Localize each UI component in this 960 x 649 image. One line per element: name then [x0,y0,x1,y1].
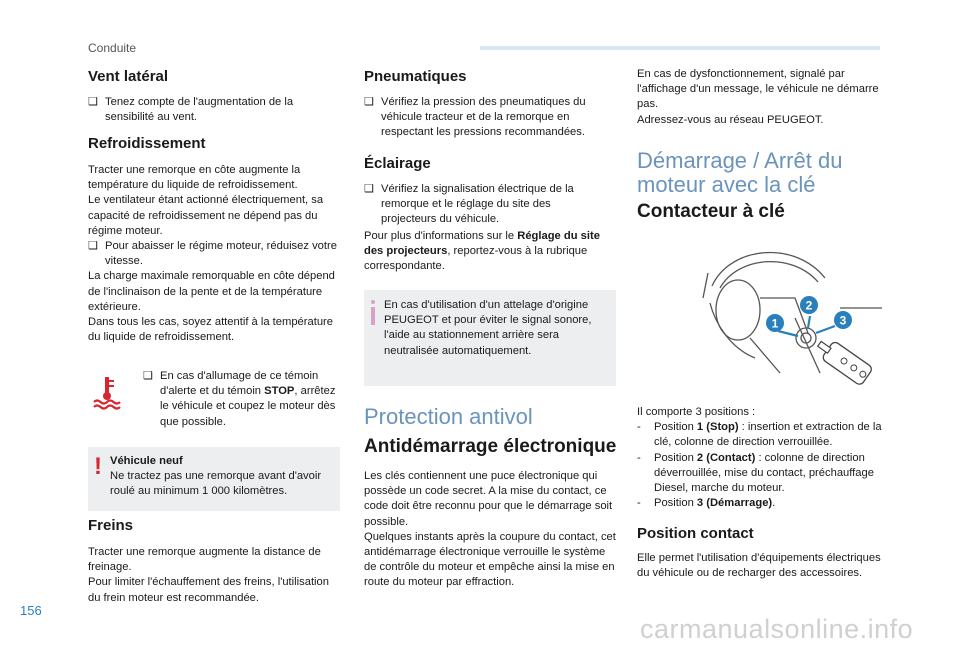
title-protection-antivol: Protection antivol [364,404,533,429]
checkbox-bullet-icon: ❑ [88,240,99,253]
exclamation-icon: ! [94,453,102,480]
callout-2: 2 [805,298,813,313]
paragraph-antidemarrage: Les clés contiennent une puce électronique qui possède un code secret. A la mise du contact, ce code doit être reconnu pour que le démarrage soit possible. Quelques instants après la coupure du contact, cet antidémarrage électronique verrouille le système de contrôle du moteur et empêche ainsi la mise en route du moteur par effraction. [364,470,616,589]
title-demarrage: Démarrage / Arrêt du moteur avec la clé [637,148,843,197]
title-refroidissement: Refroidissement [88,135,206,152]
header-label: Conduite [88,41,137,55]
info-text: En cas d'utilisation d'un attelage d'origine PEUGEOT et pour éviter le signal sonore, l'aide au stationnement arrière sera neutralisée automatiquement. [384,299,592,357]
title-freins: Freins [88,517,134,534]
ignition-illustration [700,238,885,393]
checkbox-bullet-icon: ❑ [364,96,375,108]
paragraph-eclairage: Pour plus d'informations sur le Réglage du site des projecteurs, reportez-vous à la rubrique correspondante. [364,230,600,273]
coolant-temperature-icon [92,375,122,411]
checkbox-bullet-icon: ❑ [143,370,154,382]
bullet-pneumatiques: ❑ Vérifiez la pression des pneumatiques du véhicule tracteur et de la remorque en respectant les pressions recommandées. [364,96,586,139]
title-antidemarrage: Antidémarrage électronique [364,436,617,457]
info-icon [371,307,375,325]
title-contacteur: Contacteur à clé [637,201,785,222]
checkbox-bullet-icon: ❑ [364,183,375,195]
title-pneumatiques: Pneumatiques [364,68,467,85]
paragraph-positions: Il comporte 3 positions : - Position 1 (Stop) : insertion et extraction de la clé, colonne de direction verrouillée. - Position 2 (Contact) : colonne de direction déverrouillée, mise du contact, préchauffage Diesel, marche du moteur. - Position 3 (Démarrage). [637,406,882,510]
header-bar [480,46,880,50]
title-position-contact: Position contact [637,525,754,542]
paragraph-freins: Tracter une remorque augmente la distance de freinage. Pour limiter l'échauffement des freins, l'utilisation du frein moteur est recommandée. [88,546,329,604]
callout-3: 3 [839,313,847,328]
warning-box [88,447,340,511]
bullet-vent: ❑ Tenez compte de l'augmentation de la sensibilité au vent. [88,96,294,124]
title-vent-lateral: Vent latéral [88,68,169,85]
watermark: carmanualsonline.info [640,614,914,644]
paragraph-dysfonctionnement: En cas de dysfonctionnement, signalé par l'affichage d'un message, le véhicule ne démarre pas. Adressez-vous au réseau PEUGEOT. [637,68,879,126]
warning-title: Véhicule neuf [110,455,183,467]
bullet-eclairage: ❑ Vérifiez la signalisation électrique de la remorque et le réglage du site des projecteurs du véhicule. [364,183,574,226]
paragraph-position-contact: Elle permet l'utilisation d'équipements électriques du véhicule ou de recharger des accessoires. [637,552,881,580]
title-eclairage: Éclairage [364,155,431,172]
page-number: 156 [20,603,42,618]
info-box [364,290,616,386]
callout-1: 1 [771,316,779,331]
paragraph-refroidissement: Tracter une remorque en côte augmente la température du liquide de refroidissement. Le ventilateur étant actionné électriquement, sa capacité de refroidissement ne dépend pas du régime moteur. ❑ Pour abaisser le régime moteur, réduisez votre vitesse. La charge maximale remorquable en côte dépend de l'inclinaison de la pente et de la température extérieure. Dans tous les cas, soyez attentif à la température du liquide de refroidissement. [88,164,337,344]
checkbox-bullet-icon: ❑ [88,96,99,108]
bullet-temoin-stop: ❑ En cas d'allumage de ce témoin d'alerte et du témoin STOP, arrêtez le véhicule et coupez le moteur dès que possible. [143,370,336,428]
warning-text: Ne tractez pas une remorque avant d'avoir roulé au minimum 1 000 kilomètres. [110,470,322,498]
